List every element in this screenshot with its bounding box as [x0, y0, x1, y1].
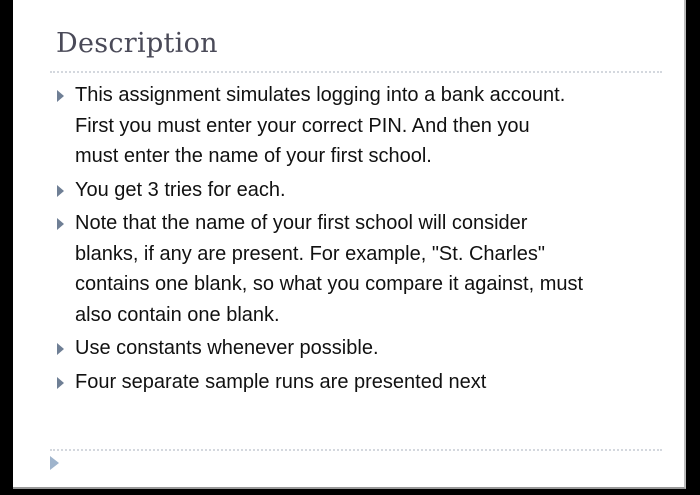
bullet-item — [53, 367, 673, 398]
bullet-line: must enter the name of your first school. — [75, 145, 432, 167]
bullet-line: Use constants whenever possible. — [75, 337, 379, 359]
bullet-item — [53, 175, 673, 206]
bullet-arrow-icon — [57, 185, 64, 197]
bullet-item — [53, 208, 673, 330]
bullet-arrow-icon — [57, 343, 64, 355]
bullet-line: First you must enter your correct PIN. And then you — [75, 114, 530, 137]
slide-title: Description — [56, 28, 218, 59]
bullet-item — [53, 80, 673, 172]
bullet-list — [53, 80, 673, 400]
bullet-line: Four separate sample runs are presented next — [75, 370, 487, 393]
bullet-line: This assignment simulates logging into a bank account. — [75, 84, 566, 106]
slide — [13, 0, 686, 489]
bullet-line: contains one blank, so what you compare it against, must — [75, 273, 584, 295]
bullet-line: You get 3 tries for each. — [75, 178, 286, 201]
title-divider — [50, 71, 662, 73]
bullet-arrow-icon — [57, 377, 64, 389]
footer-arrow-icon — [50, 456, 59, 470]
bullet-line: blanks, if any are present. For example, "St. Charles" — [75, 242, 545, 265]
bullet-item — [53, 333, 673, 364]
bullet-line: Note that the name of your first school will consider — [75, 212, 528, 234]
bullet-line: also contain one blank. — [75, 303, 280, 326]
bullet-arrow-icon — [57, 218, 64, 230]
footer-divider — [50, 449, 662, 451]
bullet-arrow-icon — [57, 90, 64, 102]
